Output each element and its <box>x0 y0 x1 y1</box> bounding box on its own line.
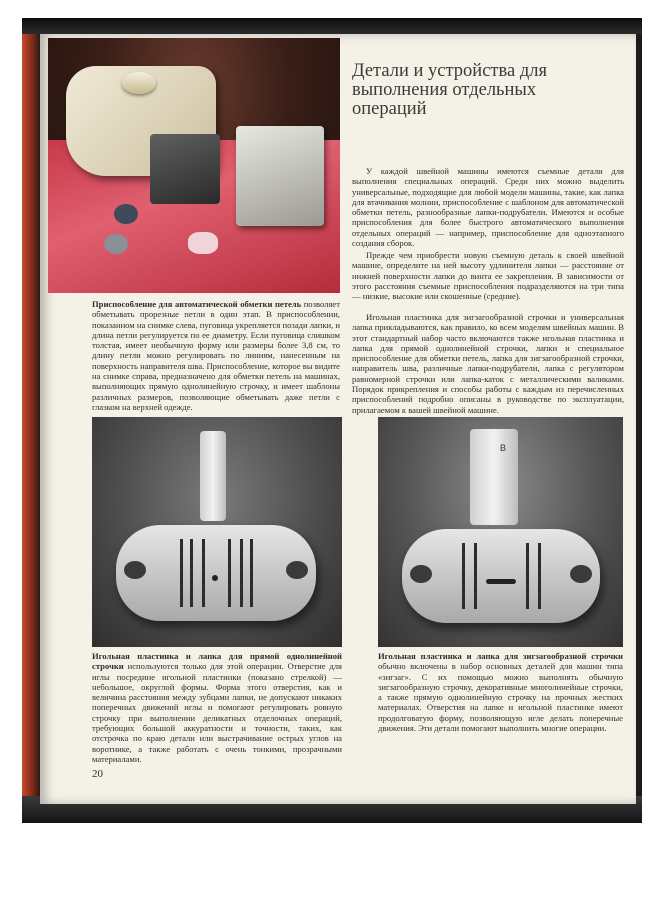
buttonhole-caption-text: позволяет обметывать прорезные петли в один этап. В приспособлении, показанном на снимке слева, пуговица укрепляется позади лапки, и длина петли регулируется по ее диаметру. Если пуговица слишком толстая, имеет необычную форму или размеры более 3,8 см, то длину петли можно регулировать по линиям, нанесенным на поверхность направителя шва. Приспособление, которое вы видите на снимке справа, предназначено для обметки петель на машинах, выполняющих прямую однолинейную строчку, и имеет шаблоны различных размеров, позволяющие обметывать даже петли с глазком на верхней одежде. <box>92 299 341 412</box>
zigzag-needle-plate <box>402 529 600 623</box>
plate-hole-left <box>124 561 146 579</box>
plate-hole-right <box>570 565 592 583</box>
page-heading: Детали и устройства для выполнения отдельных операций <box>352 61 547 119</box>
round-needle-hole <box>212 575 218 581</box>
feed-slot <box>228 539 231 607</box>
attachment-knob <box>122 72 156 94</box>
straight-stitch-needle-plate <box>116 525 316 621</box>
straight-stitch-presser-foot <box>200 431 226 521</box>
buttonhole-attachments-photo <box>48 38 340 293</box>
feed-slot <box>190 539 193 607</box>
straight-stitch-plate-photo <box>92 417 342 647</box>
feed-slot <box>180 539 183 607</box>
zigzag-plate-photo <box>378 417 623 647</box>
zigzag-presser-foot <box>470 429 518 525</box>
buttonhole-caption-title: Приспособление для автоматической обметки петель <box>92 299 302 309</box>
button-pink <box>188 232 218 254</box>
buttonhole-foot-attachment <box>236 126 324 226</box>
feed-slot <box>526 543 529 609</box>
oblong-needle-hole <box>486 579 516 584</box>
page-number: 20 <box>92 768 103 780</box>
button-grey <box>104 234 128 254</box>
plate-hole-left <box>410 565 432 583</box>
zigzag-caption <box>378 651 623 733</box>
straight-stitch-caption-text: используются только для этой операции. Отверстие для иглы посредине игольной пластинки (показано стрелкой) — небольшое, округлой формы. Форма этого отверстия, как и величина расстояния между зубцами лапки, не допускают никаких поперечных движений иглы и помогают регулировать ровную строчку при выполнении деликатных отделочных операций, требующих большой аккуратности и точности, таких, как отстрочка по краю детали или выстрачивание острых углов на воротнике, а также работать с очень тонкими, прозрачными материалами. <box>92 661 343 764</box>
straight-stitch-caption-title: Игольная пластинка и лапка для прямой однолинейной строчки <box>92 651 342 672</box>
feed-slot <box>462 543 465 609</box>
feed-slot <box>474 543 477 609</box>
intro-paragraph-1: У каждой швейной машины имеются съемные детали для выполнения специальных операций. Среди них можно выделить универсальные, подходящие для любой модели машины, такие, как лапка для втачивания молнии, приспособление с шаблоном для автоматической обметки петель, разнообразные лапки-подрубатели. Имеются и особые приспособления для более быстрого автоматического выполнения отдельных операций — например, приспособление для одноэтапного создания сборок. <box>352 166 624 249</box>
feed-slot <box>240 539 243 607</box>
book-page <box>40 34 636 804</box>
book-spine <box>22 34 40 796</box>
feed-slot <box>250 539 253 607</box>
book-top-edge <box>22 18 642 34</box>
zigzag-caption-title: Игольная пластинка и лапка для зигзагообразной строчки <box>378 651 623 661</box>
foot-letter-label: B <box>500 443 507 453</box>
intro-paragraph-3: Игольная пластинка для зигзагообразной строчки и универсальная лапка прикладываются, как правило, ко всем моделям швейных машин. В этот стандартный набор часто включаются также игольная пластинка и лапка для прямой однолинейной строчки, лапки и специальное приспособление для обметки петель, лапка для зигзагообразной строчки, направитель шва, различные лапки-подрубатели, лапка с регулятором равномерной строчки или лапка-каток с металлическими валиками. Порядок прикрепления и способы работы с каждым из перечисленных приспособлений подробно описаны в руководстве по эксплуатации, прилагаемом к вашей швейной машине. <box>352 312 624 415</box>
zigzag-caption-text: обычно включены в набор основных деталей для машин типа «зигзаг». С их помощью можно выполнять обычную зигзагообразную строчку, декоративные многолинейные строчки, а также прямую однолинейную строчку на прочных жестких материалах. Отверстия на лапке и игольной пластинке имеют продолговатую форму, позволяющую игле делать поперечные движения. Эти детали помогают выполнить многие операции. <box>378 661 623 734</box>
buttonhole-caption <box>92 299 340 412</box>
intro-paragraph-2: Прежде чем приобрести новую съемную деталь к своей швейной машине, определите на ней высоту удлинителя лапки — расстояние от нижней поверхности лапки до винта ее закрепления. В зависимости от этого расстояния съемные приспособления подразделяются на три типа — низкие, высокие или скошенные (средние). <box>352 250 624 302</box>
attachment-foot <box>150 134 220 204</box>
straight-stitch-caption <box>92 651 342 764</box>
feed-slot <box>202 539 205 607</box>
plate-hole-right <box>286 561 308 579</box>
button-dark <box>114 204 138 224</box>
feed-slot <box>538 543 541 609</box>
